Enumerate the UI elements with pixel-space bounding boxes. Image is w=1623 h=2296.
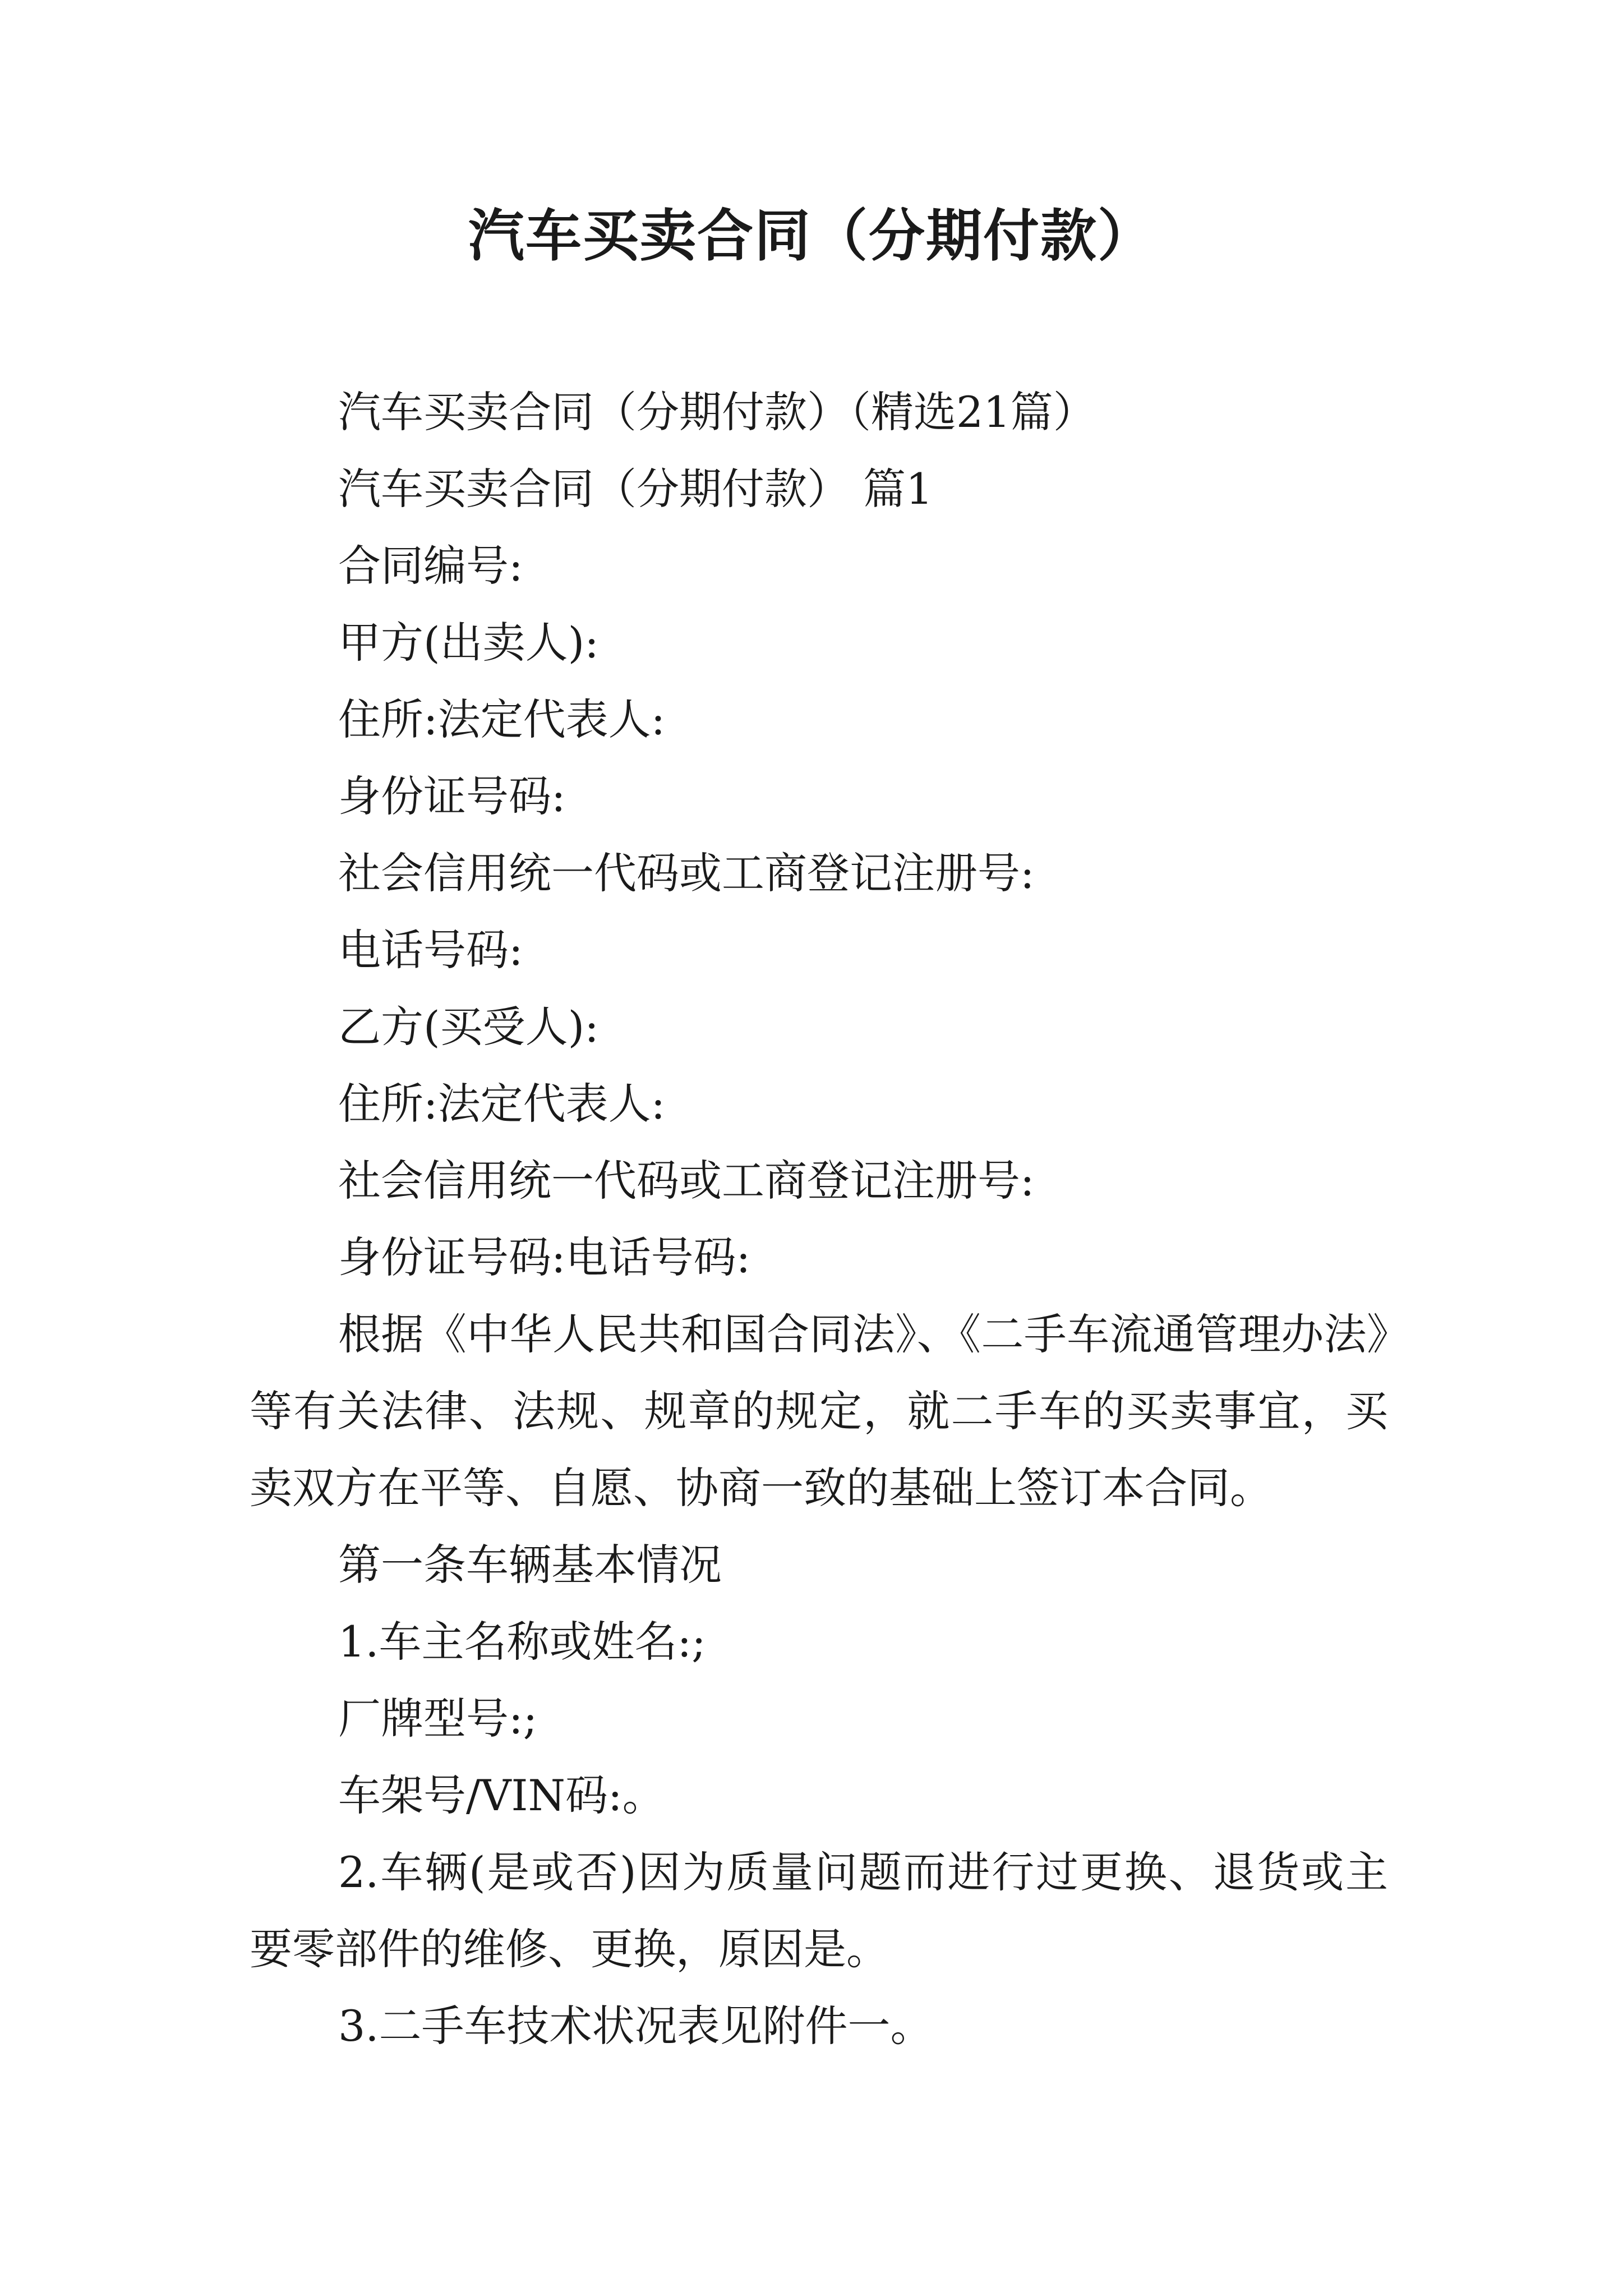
party-a-credit-code-field: 社会信用统一代码或工商登记注册号:	[338, 848, 1035, 898]
document-title: 汽车买卖合同（分期付款）	[468, 203, 1155, 269]
party-a-phone-field: 电话号码:	[338, 925, 523, 975]
vehicle-owner-field: 1.车主名称或姓名:;	[338, 1617, 706, 1667]
party-a-address-field: 住所:法定代表人:	[338, 694, 666, 744]
party-a-label: 甲方(出卖人):	[338, 618, 599, 668]
doc-subtitle: 汽车买卖合同（分期付款）（精选21篇）	[338, 387, 1096, 437]
party-b-address-field: 住所:法定代表人:	[338, 1079, 666, 1129]
section-heading: 汽车买卖合同（分期付款） 篇1	[338, 464, 933, 514]
vehicle-vin-field: 车架号/VIN码:。	[338, 1770, 665, 1820]
technical-status-clause: 3.二手车技术状况表见附件一。	[338, 2001, 933, 2051]
party-b-credit-code-field: 社会信用统一代码或工商登记注册号:	[338, 1156, 1035, 1205]
article-1-heading: 第一条车辆基本情况	[338, 1540, 722, 1590]
party-b-label: 乙方(买受人):	[338, 1002, 599, 1052]
vehicle-model-field: 厂牌型号:;	[338, 1694, 538, 1743]
contract-number-field: 合同编号:	[338, 541, 523, 591]
document-body	[250, 374, 1388, 2064]
vehicle-repair-clause: 2.车辆(是或否)因为质量问题而进行过更换、退货或主要零部件的维修、更换，原因是。	[250, 1847, 1388, 1974]
party-b-id-phone-field: 身份证号码:电话号码:	[338, 1232, 751, 1282]
party-a-id-field: 身份证号码:	[338, 771, 566, 821]
legal-basis-paragraph: 根据《中华人民共和国合同法》、《二手车流通管理办法》等有关法律、法规、规章的规定，就二手车的买卖事宜，买卖双方在平等、自愿、协商一致的基础上签订本合同。	[250, 1309, 1388, 1513]
